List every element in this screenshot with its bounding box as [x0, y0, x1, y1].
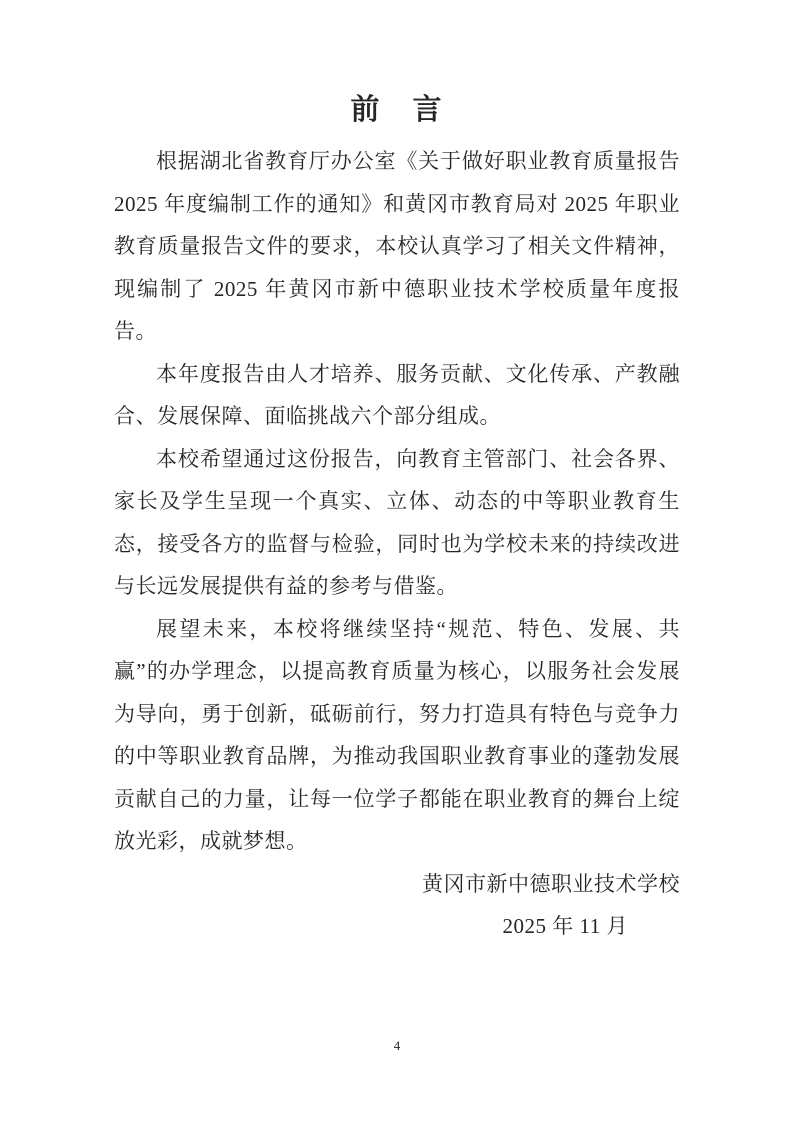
paragraph-intro-basis: 根据湖北省教育厅办公室《关于做好职业教育质量报告 2025 年度编制工作的通知》和黄冈市教育局对 2025 年职业教育质量报告文件的要求，本校认真学习了相关文件精神，现编制了 2025 年黄冈市新中德职业技术学校质量年度报告。 [114, 149, 680, 343]
signature-school-name: 黄冈市新中德职业技术学校 [422, 871, 680, 896]
signature-date: 2025 年 11 月 [502, 914, 628, 938]
document-content [114, 88, 680, 948]
document-title: 前 言 [350, 94, 444, 126]
page-number: 4 [393, 1038, 401, 1053]
paragraph-report-sections: 本年度报告由人才培养、服务贡献、文化传承、产教融合、发展保障、面临挑战六个部分组成。 [114, 361, 680, 428]
paragraph-future-outlook: 展望未来，本校将继续坚持“规范、特色、发展、共赢”的办学理念，以提高教育质量为核心，以服务社会发展为导向，勇于创新，砥砺前行，努力打造具有特色与竞争力的中等职业教育品牌，为推动我国职业教育事业的蓬勃发展贡献自己的力量，让每一位学子都能在职业教育的舞台上绽放光彩，成就梦想。 [114, 616, 680, 853]
paragraph-report-purpose: 本校希望通过这份报告，向教育主管部门、社会各界、家长及学生呈现一个真实、立体、动态的中等职业教育生态，接受各方的监督与检验，同时也为学校未来的持续改进与长远发展提供有益的参考与借鉴。 [114, 446, 680, 598]
